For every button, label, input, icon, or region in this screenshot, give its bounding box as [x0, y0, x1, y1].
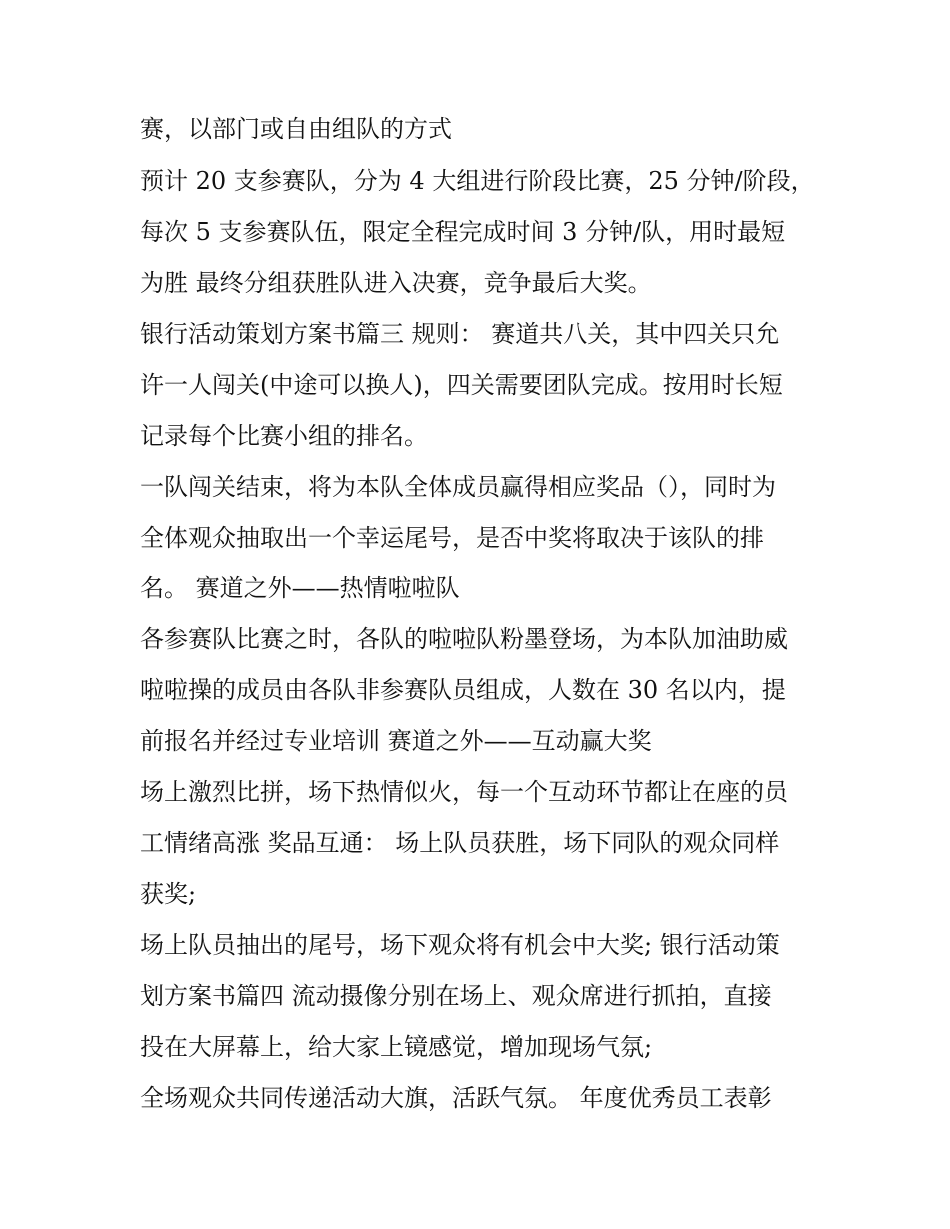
text-line: 各参赛队比赛之时，各队的啦啦队粉墨登场，为本队加油助威 — [140, 625, 788, 653]
text-line: 每次 5 支参赛队伍，限定全程完成时间 3 分钟/队，用时最短 — [140, 218, 786, 246]
text-line: 前报名并经过专业培训 赛道之外——互动赢大奖 — [140, 727, 652, 755]
text-line: 全场观众共同传递活动大旗，活跃气氛。 年度优秀员工表彰 — [140, 1084, 772, 1112]
text-line: 赛，以部门或自由组队的方式 — [140, 115, 452, 143]
text-line: 投在大屏幕上，给大家上镜感觉，增加现场气氛; — [140, 1033, 653, 1061]
text-line: 划方案书篇四 流动摄像分别在场上、观众席进行抓拍，直接 — [140, 982, 772, 1010]
text-line: 许一人闯关(中途可以换人)，四关需要团队完成。按用时长短 — [140, 371, 783, 399]
text-line: 记录每个比赛小组的排名。 — [140, 422, 428, 450]
text-line: 获奖; — [140, 880, 197, 908]
text-line: 预计 20 支参赛队，分为 4 大组进行阶段比赛，25 分钟/阶段， — [140, 167, 815, 195]
text-line: 一队闯关结束，将为本队全体成员赢得相应奖品（），同时为 — [140, 473, 776, 501]
text-line: 名。 赛道之外——热情啦啦队 — [140, 574, 460, 602]
text-line: 为胜 最终分组获胜队进入决赛，竞争最后大奖。 — [140, 269, 652, 297]
text-line: 啦啦操的成员由各队非参赛队员组成，人数在 30 名以内，提 — [140, 676, 786, 704]
text-line: 银行活动策划方案书篇三 规则： 赛道共八关，其中四关只允 — [140, 320, 780, 348]
text-line: 工情绪高涨 奖品互通： 场上队员获胜，场下同队的观众同样 — [140, 829, 780, 857]
text-line: 场上队员抽出的尾号，场下观众将有机会中大奖; 银行活动策 — [140, 931, 780, 959]
text-line: 全体观众抽取出一个幸运尾号，是否中奖将取决于该队的排 — [140, 524, 764, 552]
text-line: 场上激烈比拼，场下热情似火，每一个互动环节都让在座的员 — [140, 778, 788, 806]
